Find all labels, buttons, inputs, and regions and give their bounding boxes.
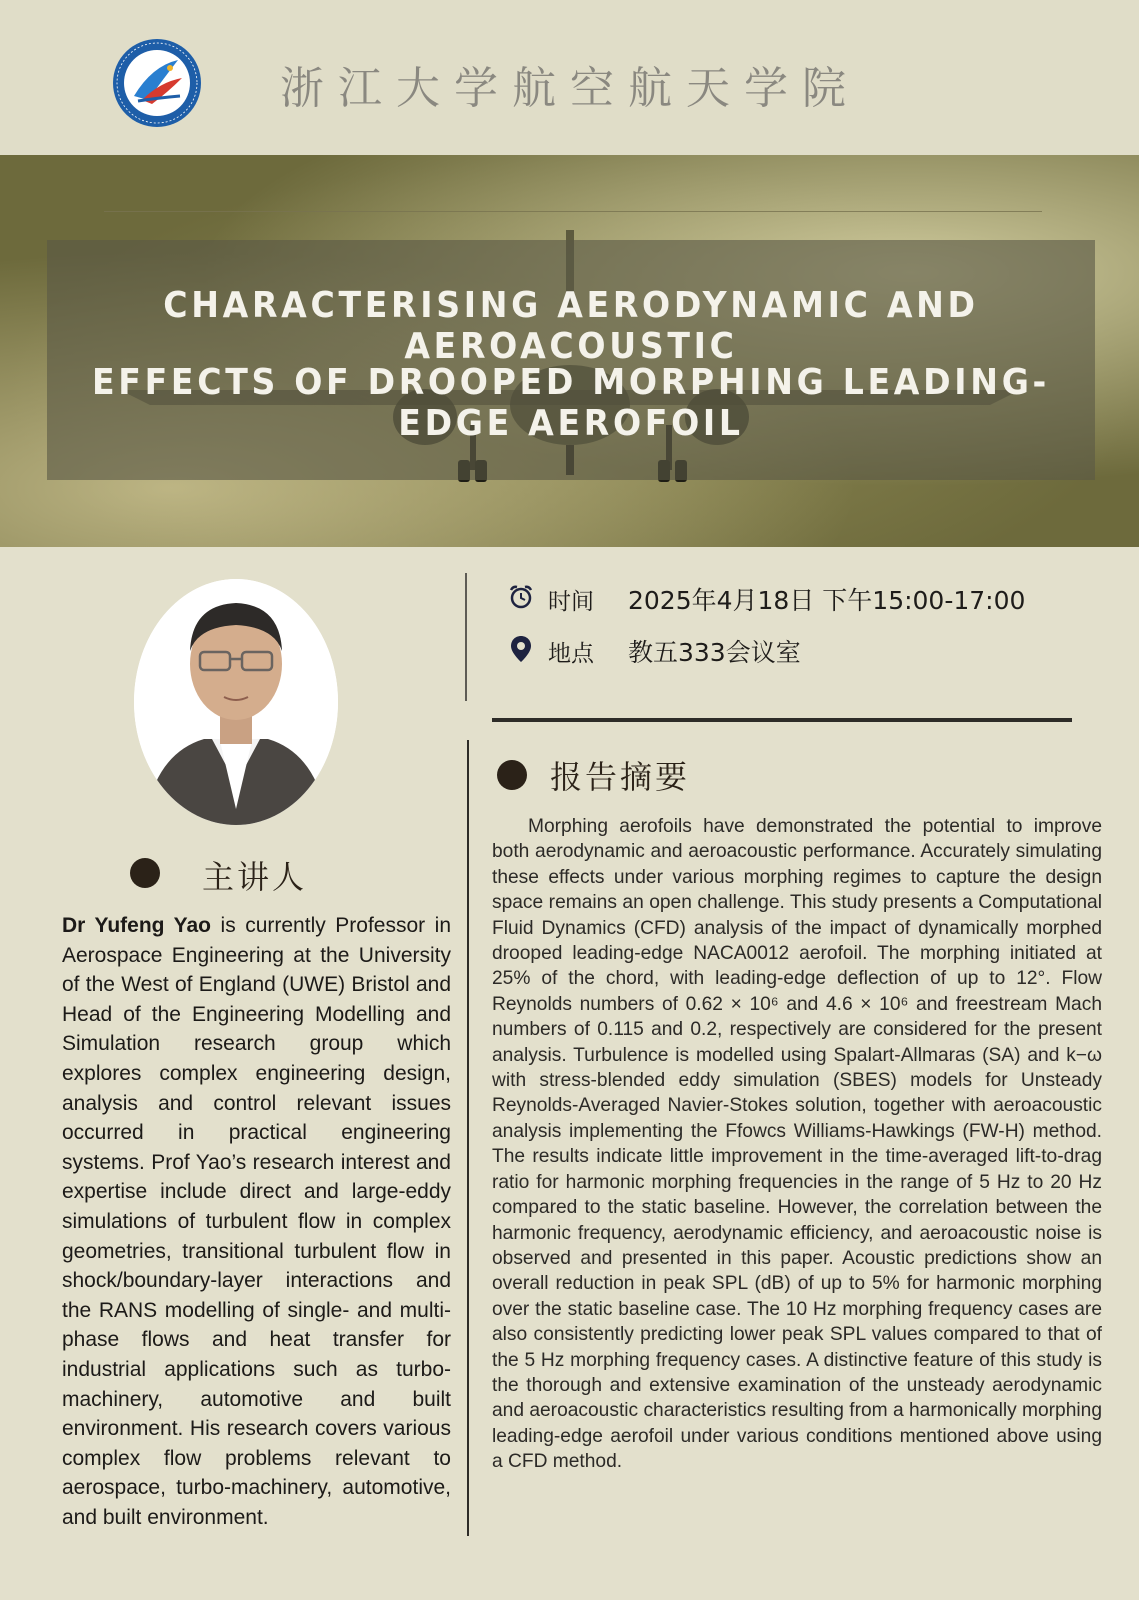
info-rule (492, 718, 1072, 722)
speaker-photo (134, 579, 338, 825)
alarm-clock-icon (508, 584, 534, 614)
column-divider (467, 740, 469, 1536)
bullet-icon (497, 760, 527, 790)
talk-title-line-1: CHARACTERISING AERODYNAMIC AND AEROACOUSTIC (163, 285, 979, 367)
title-banner (0, 155, 1139, 547)
time-value: 2025年4月18日 下午15:00-17:00 (628, 586, 1026, 615)
info-divider (465, 573, 467, 701)
map-pin-icon (508, 635, 534, 667)
abstract-heading: 报告摘要 (550, 758, 691, 796)
location-label: 地点 (548, 640, 594, 667)
bullet-icon (130, 858, 160, 888)
school-name: 浙江大学航空航天学院 (280, 63, 860, 114)
location-row (508, 631, 801, 671)
speaker-bio-text: is currently Professor in Aerospace Engineering at the University of the West of England (UWE) Bristol and Head of the Engineering Modelling and Simulation research group which explores complex engineering design, analysis and control relevant issues occurred in practical engineering systems. Prof Yao’s research interest and expertise include direct and large-eddy simulations of turbulent flow in complex geometries, transitional turbulent flow in shock/boundary-layer interactions and the RANS modelling of single- and multi-phase flows and heat transfer for industrial applications such as turbo-machinery, automotive and built environment. His research covers various complex flow problems relevant to aerospace, turbo-machinery, automotive, and built environment. (62, 914, 451, 1529)
time-row (508, 579, 1025, 619)
school-emblem-icon (112, 38, 202, 128)
banner-rule (104, 211, 1042, 212)
speaker-name: Dr Yufeng Yao (62, 914, 211, 937)
speaker-heading: 主讲人 (202, 858, 308, 896)
time-label: 时间 (548, 588, 594, 615)
talk-title-line-2: EFFECTS OF DROOPED MORPHING LEADING-EDGE AEROFOIL (91, 362, 1050, 444)
location-value: 教五333会议室 (628, 638, 801, 667)
speaker-bio (62, 911, 451, 1532)
header (0, 0, 1139, 155)
abstract-text: Morphing aerofoils have demonstrated the potential to improve both aerodynamic and aeroacoustic performance. Accurately simulating these effects under various morphing regimes to capture the design space remains an open challenge. This study presents a Computational Fluid Dynamics (CFD) analysis of the impact of dynamically morphed drooped leading-edge NACA0012 aerofoil. The morphing initiated at 25% of the chord, with leading-edge deflection of up to 12°. Flow Reynolds numbers of 0.62 × 10⁶ and 4.6 × 10⁶ and freestream Mach numbers of 0.115 and 0.2, respectively are considered for the present analysis. Turbulence is modelled using Spalart-Allmaras (SA) and k−ω with stress-blended eddy simulation (SBES) models for Unsteady Reynolds-Averaged Navier-Stokes solution, together with aeroacoustic analysis implementing the Ffowcs Williams-Hawkings (FW-H) method. The results indicate little improvement in the time-averaged lift-to-drag ratio for harmonic morphing frequencies in the range of 5 Hz to 20 Hz compared to the static baseline. However, the correlation between the harmonic frequency, aerodynamic efficiency, and aeroacoustic noise is observed and presented in this paper. Acoustic predictions show an overall reduction in peak SPL (dB) of up to 5% for harmonic morphing over the static baseline case. The 10 Hz morphing frequency cases are also consistently predicting lower peak SPL values compared to that of the 5 Hz morphing frequency cases. A distinctive feature of this study is the thorough and extensive examination of the unsteady aerodynamic and aeroacoustic characteristics resulting from a harmonically morphing leading-edge aerofoil under various conditions mentioned above using a CFD method. (492, 816, 1103, 1473)
talk-title-box (47, 240, 1095, 480)
